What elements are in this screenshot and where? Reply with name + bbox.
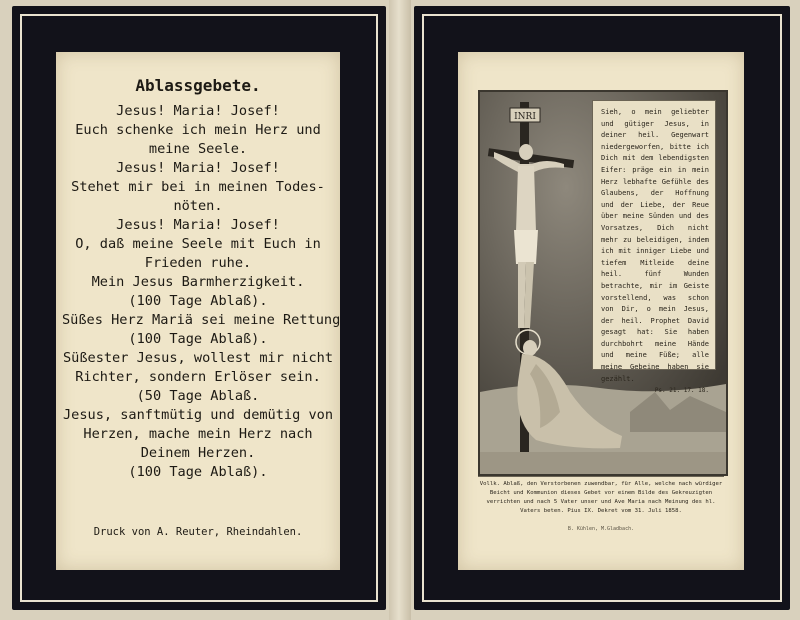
printer-imprint: Druck von A. Reuter, Rheindahlen. [93, 526, 303, 538]
caption-text: Vollk. Ablaß, den Verstorbenen zuwendbar, für Alle, welche nach würdiger Beicht und Kommunion dieses Gebet vor einem Bilde des Gekreuzigten verrichten und nach 5 Vater unser und Ave Maria nach Meinung des hl. Vaters beten. [479, 481, 723, 514]
prayer-text [62, 102, 341, 482]
prayer-line: Jesus! Maria! Josef! [116, 217, 280, 233]
prayer-line: Deinem Herzen. [140, 445, 256, 461]
scripture-text: Sieh, o mein geliebter und gütiger Jesus, in deiner heil. Gegenwart niedergeworfen, bitte ich Dich mit dem lebendigsten Eifer: präge ein in mein Herz lebhafte Gefühle des Glaubens, der Hoffnung und der Liebe, der Reue über meine Sünden und des Vorsatzes, Dich nicht mehr zu beleidigen, indem ich mit inniger Liebe und tiefem Mitleide deine heil. fünf Wunden betrachte, mir im Geiste vorstellend, was schon von Dir, o mein Jesus, der heil. Prophet David gesagt hat: Sie haben durchbohrt meine Hände und meine Füße; alle meine Gebeine haben sie gezählt. [601, 108, 709, 383]
prayer-line: (100 Tage Ablaß). [128, 331, 268, 347]
prayer-line: Herzen, mache mein Herz nach [83, 426, 313, 442]
inri-inscription: INRI [514, 112, 536, 122]
indulgence-caption [478, 476, 724, 522]
prayer-line: Süßester Jesus, wollest mir nicht [62, 350, 334, 366]
prayer-line: Richter, sondern Erlöser sein. [75, 369, 321, 385]
prayer-line: nöten. [173, 198, 223, 214]
prayer-line: meine Seele. [148, 141, 248, 157]
prayer-line: Jesus, sanftmütig und demütig von [62, 407, 334, 423]
prayer-line: Frieden ruhe. [144, 255, 252, 271]
prayer-panel [56, 52, 340, 570]
card-fold [389, 0, 411, 620]
prayer-card-left [12, 6, 386, 610]
scripture-panel [592, 100, 716, 395]
kneeling-figure-head [523, 340, 537, 356]
prayer-line: Jesus! Maria! Josef! [116, 103, 280, 119]
caption-reference: Pius IX. Dekret vom 31. Juli 1858. [567, 508, 682, 514]
prayer-line: Mein Jesus Barmherzigkeit. [91, 274, 305, 290]
prayer-line: (50 Tage Ablaß. [136, 388, 260, 404]
prayer-line: O, daß meine Seele mit Euch in [75, 236, 321, 252]
image-panel [458, 52, 744, 570]
loincloth [514, 230, 538, 264]
ground [480, 452, 726, 474]
image-card-right [414, 6, 790, 610]
scripture-reference: Ps. 21. 17. 18. [654, 387, 709, 395]
prayer-line: (100 Tage Ablaß). [128, 293, 268, 309]
prayer-line: Stehet mir bei in meinen Todes- [71, 179, 325, 195]
crucifixion-image [478, 90, 728, 476]
christ-torso [516, 166, 536, 232]
prayer-line: Euch schenke ich mein Herz und [75, 122, 321, 138]
prayer-title: Ablassgebete. [135, 76, 261, 95]
prayer-line: (100 Tage Ablaß). [128, 464, 268, 480]
prayer-line: Jesus! Maria! Josef! [116, 160, 280, 176]
publisher-credit: B. Kühlen, M.Gladbach. [567, 526, 635, 532]
christ-head [519, 144, 533, 160]
prayer-line: Süßes Herz Mariä sei meine Rettung [62, 312, 341, 328]
